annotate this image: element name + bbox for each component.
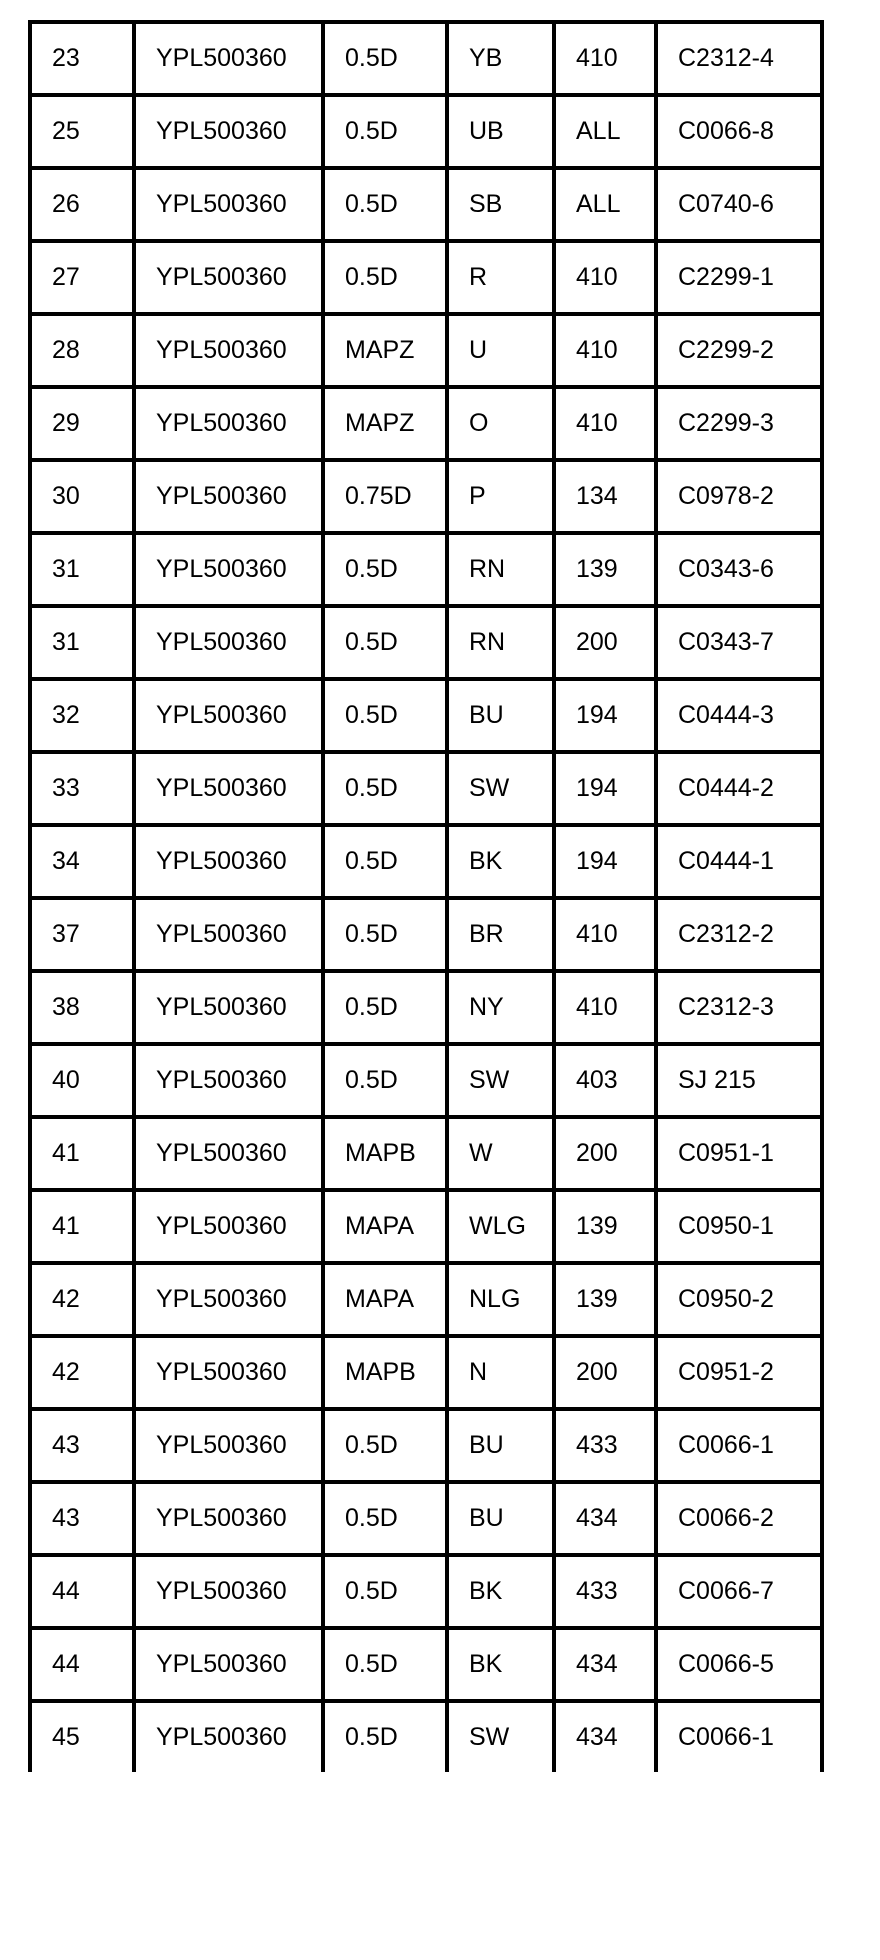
cell-index: 29 <box>30 387 134 460</box>
cell-part-number: YPL500360 <box>134 168 323 241</box>
cell-reference: C0740-6 <box>656 168 822 241</box>
cell-type: 0.5D <box>323 1701 447 1772</box>
cell-type: 0.5D <box>323 679 447 752</box>
cell-type: 0.5D <box>323 168 447 241</box>
table-row <box>30 1628 822 1701</box>
table-row <box>30 1409 822 1482</box>
cell-reference: C0343-6 <box>656 533 822 606</box>
cell-reference: C2312-2 <box>656 898 822 971</box>
cell-value: 433 <box>554 1409 656 1482</box>
cell-code: WLG <box>447 1190 554 1263</box>
cell-index: 37 <box>30 898 134 971</box>
cell-type: 0.5D <box>323 1044 447 1117</box>
table-row <box>30 1190 822 1263</box>
cell-index: 43 <box>30 1409 134 1482</box>
cell-value: 410 <box>554 387 656 460</box>
cell-part-number: YPL500360 <box>134 1190 323 1263</box>
cell-type: 0.5D <box>323 533 447 606</box>
cell-type: 0.5D <box>323 1409 447 1482</box>
cell-index: 44 <box>30 1555 134 1628</box>
cell-value: ALL <box>554 168 656 241</box>
cell-part-number: YPL500360 <box>134 95 323 168</box>
table-row <box>30 1336 822 1409</box>
cell-part-number: YPL500360 <box>134 533 323 606</box>
cell-code: YB <box>447 22 554 95</box>
cell-index: 23 <box>30 22 134 95</box>
cell-index: 28 <box>30 314 134 387</box>
cell-index: 34 <box>30 825 134 898</box>
cell-type: 0.5D <box>323 752 447 825</box>
cell-part-number: YPL500360 <box>134 1701 323 1772</box>
cell-value: 410 <box>554 898 656 971</box>
cell-value: 200 <box>554 1336 656 1409</box>
table-row <box>30 679 822 752</box>
table-row <box>30 95 822 168</box>
cell-index: 33 <box>30 752 134 825</box>
cell-part-number: YPL500360 <box>134 606 323 679</box>
cell-part-number: YPL500360 <box>134 679 323 752</box>
cell-reference: C0066-8 <box>656 95 822 168</box>
cell-reference: C0978-2 <box>656 460 822 533</box>
cell-part-number: YPL500360 <box>134 898 323 971</box>
cell-code: BK <box>447 1628 554 1701</box>
table-row <box>30 898 822 971</box>
cell-reference: C0066-2 <box>656 1482 822 1555</box>
cell-type: 0.5D <box>323 606 447 679</box>
cell-reference: C0950-2 <box>656 1263 822 1336</box>
cell-reference: C0066-5 <box>656 1628 822 1701</box>
table-row <box>30 1555 822 1628</box>
cell-part-number: YPL500360 <box>134 1555 323 1628</box>
cell-part-number: YPL500360 <box>134 971 323 1044</box>
cell-part-number: YPL500360 <box>134 1263 323 1336</box>
cell-reference: C0951-1 <box>656 1117 822 1190</box>
cell-value: 410 <box>554 241 656 314</box>
cell-part-number: YPL500360 <box>134 752 323 825</box>
cell-code: P <box>447 460 554 533</box>
cell-type: 0.5D <box>323 898 447 971</box>
cell-part-number: YPL500360 <box>134 387 323 460</box>
cell-part-number: YPL500360 <box>134 460 323 533</box>
table-row <box>30 168 822 241</box>
table-row <box>30 314 822 387</box>
cell-code: RN <box>447 606 554 679</box>
cell-type: MAPZ <box>323 314 447 387</box>
cell-reference: SJ 215 <box>656 1044 822 1117</box>
cell-type: 0.5D <box>323 22 447 95</box>
cell-reference: C0066-1 <box>656 1409 822 1482</box>
cell-reference: C0444-3 <box>656 679 822 752</box>
cell-reference: C2299-2 <box>656 314 822 387</box>
cell-reference: C2312-4 <box>656 22 822 95</box>
cell-code: UB <box>447 95 554 168</box>
cell-type: 0.5D <box>323 95 447 168</box>
data-table <box>28 20 824 1772</box>
cell-index: 38 <box>30 971 134 1044</box>
cell-index: 26 <box>30 168 134 241</box>
cell-value: 194 <box>554 825 656 898</box>
cell-code: BK <box>447 1555 554 1628</box>
table-row <box>30 1117 822 1190</box>
cell-type: 0.5D <box>323 971 447 1044</box>
table-row <box>30 1701 822 1772</box>
cell-index: 31 <box>30 533 134 606</box>
cell-type: MAPZ <box>323 387 447 460</box>
table-row <box>30 752 822 825</box>
cell-reference: C0951-2 <box>656 1336 822 1409</box>
cell-part-number: YPL500360 <box>134 314 323 387</box>
cell-value: 433 <box>554 1555 656 1628</box>
cell-reference: C2299-3 <box>656 387 822 460</box>
cell-value: 410 <box>554 971 656 1044</box>
cell-type: 0.5D <box>323 1555 447 1628</box>
table-row <box>30 460 822 533</box>
cell-index: 30 <box>30 460 134 533</box>
cell-part-number: YPL500360 <box>134 1117 323 1190</box>
cell-code: SW <box>447 1044 554 1117</box>
cell-part-number: YPL500360 <box>134 241 323 314</box>
cell-part-number: YPL500360 <box>134 1628 323 1701</box>
cell-index: 25 <box>30 95 134 168</box>
cell-code: SW <box>447 752 554 825</box>
cell-reference: C2299-1 <box>656 241 822 314</box>
table-row <box>30 606 822 679</box>
cell-code: U <box>447 314 554 387</box>
cell-value: 410 <box>554 22 656 95</box>
cell-part-number: YPL500360 <box>134 825 323 898</box>
cell-value: 434 <box>554 1701 656 1772</box>
cell-type: 0.5D <box>323 241 447 314</box>
cell-value: 410 <box>554 314 656 387</box>
table-row <box>30 241 822 314</box>
cell-index: 42 <box>30 1263 134 1336</box>
table-row <box>30 825 822 898</box>
cell-index: 41 <box>30 1190 134 1263</box>
cell-code: SB <box>447 168 554 241</box>
cell-value: 434 <box>554 1628 656 1701</box>
cell-type: MAPA <box>323 1190 447 1263</box>
cell-index: 41 <box>30 1117 134 1190</box>
cell-value: 403 <box>554 1044 656 1117</box>
cell-value: 139 <box>554 1190 656 1263</box>
cell-index: 42 <box>30 1336 134 1409</box>
cell-type: 0.5D <box>323 1482 447 1555</box>
cell-value: ALL <box>554 95 656 168</box>
cell-reference: C0066-1 <box>656 1701 822 1772</box>
cell-reference: C0444-1 <box>656 825 822 898</box>
cell-code: BR <box>447 898 554 971</box>
cell-type: 0.5D <box>323 1628 447 1701</box>
cell-code: BU <box>447 1409 554 1482</box>
cell-code: RN <box>447 533 554 606</box>
cell-type: MAPA <box>323 1263 447 1336</box>
cell-part-number: YPL500360 <box>134 1409 323 1482</box>
cell-code: SW <box>447 1701 554 1772</box>
cell-code: BU <box>447 1482 554 1555</box>
table-row <box>30 22 822 95</box>
table-row <box>30 971 822 1044</box>
cell-value: 139 <box>554 1263 656 1336</box>
cell-index: 45 <box>30 1701 134 1772</box>
cell-part-number: YPL500360 <box>134 22 323 95</box>
cell-index: 27 <box>30 241 134 314</box>
cell-type: MAPB <box>323 1336 447 1409</box>
cell-type: 0.75D <box>323 460 447 533</box>
cell-index: 31 <box>30 606 134 679</box>
table-body <box>30 22 822 1772</box>
cell-code: BK <box>447 825 554 898</box>
table-row <box>30 533 822 606</box>
table-row <box>30 1044 822 1117</box>
cell-value: 194 <box>554 679 656 752</box>
cell-reference: C0343-7 <box>656 606 822 679</box>
cell-value: 194 <box>554 752 656 825</box>
cell-code: BU <box>447 679 554 752</box>
cell-code: W <box>447 1117 554 1190</box>
cell-value: 200 <box>554 606 656 679</box>
cell-type: MAPB <box>323 1117 447 1190</box>
cell-value: 200 <box>554 1117 656 1190</box>
cell-reference: C2312-3 <box>656 971 822 1044</box>
cell-code: NY <box>447 971 554 1044</box>
cell-code: O <box>447 387 554 460</box>
table-row <box>30 1263 822 1336</box>
cell-part-number: YPL500360 <box>134 1482 323 1555</box>
cell-index: 32 <box>30 679 134 752</box>
cell-index: 40 <box>30 1044 134 1117</box>
cell-index: 43 <box>30 1482 134 1555</box>
cell-value: 139 <box>554 533 656 606</box>
table-row <box>30 1482 822 1555</box>
cell-index: 44 <box>30 1628 134 1701</box>
cell-reference: C0950-1 <box>656 1190 822 1263</box>
table-row <box>30 387 822 460</box>
cell-code: NLG <box>447 1263 554 1336</box>
cell-type: 0.5D <box>323 825 447 898</box>
cell-value: 434 <box>554 1482 656 1555</box>
cell-reference: C0066-7 <box>656 1555 822 1628</box>
cell-part-number: YPL500360 <box>134 1044 323 1117</box>
cell-code: R <box>447 241 554 314</box>
cell-reference: C0444-2 <box>656 752 822 825</box>
cell-part-number: YPL500360 <box>134 1336 323 1409</box>
cell-code: N <box>447 1336 554 1409</box>
cell-value: 134 <box>554 460 656 533</box>
